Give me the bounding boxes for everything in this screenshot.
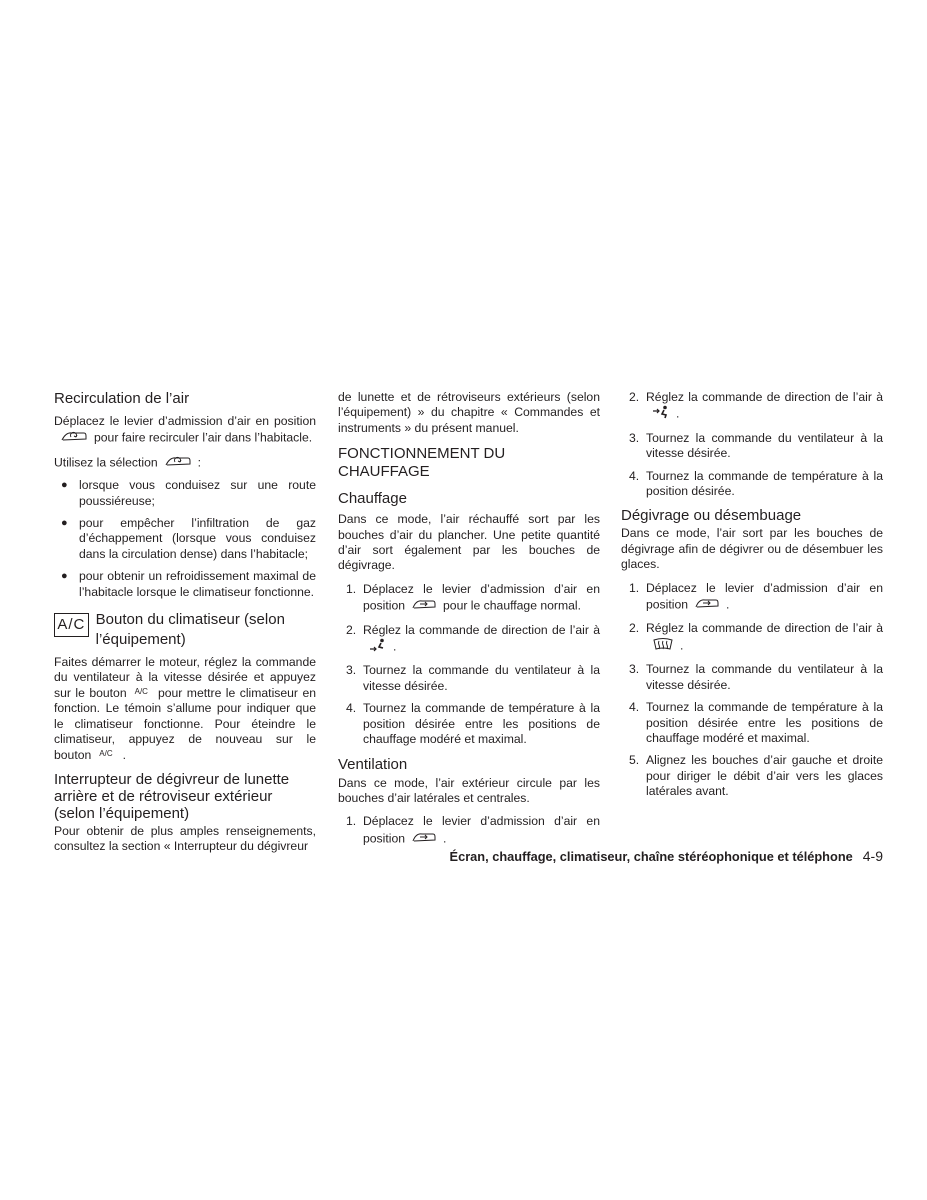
bullet-text: lorsque vous conduisez sur une route poussiéreuse; [79,478,316,508]
defrost-paragraph: Dans ce mode, l’air sort par les bouches de dégivrage afin de dégivrer ou de désembuer les glaces. [621,526,883,572]
step-text-end: . [393,639,397,654]
page-footer [300,848,883,864]
step-text: Alignez les bouches d’air gauche et droite pour diriger le débit d’air vers les glaces latérales avant. [646,753,883,799]
step-text: Réglez la commande de direction de l’air à [363,622,600,637]
ac-small-icon: A/C [99,748,113,758]
ventilation-steps-continued [621,390,883,499]
ac-paragraph [54,655,316,763]
step-text: Réglez la commande de direction de l’air à [646,390,883,404]
bullet-icon: ● [61,570,68,583]
ac-text-a: Faites démarrer le moteur, réglez la commande du ventilateur à la vitesse désirée et appuyez sur le bouton [54,655,316,700]
step-number: 3. [346,663,357,678]
fresh-air-intake-icon [411,597,437,615]
fresh-air-intake-icon [411,830,437,848]
ac-text-b: pour mettre le climatiseur en fonction. Le témoin s’allume pour indiquer que le climatiseur fonctionne. Pour éteindre le climatiseur, appuyez de nouveau sur le bouton [54,685,316,762]
ac-text-c: . [122,747,127,762]
defogger-heading: Interrupteur de dégivreur de lunette arrière et de rétroviseur extérieur (selon l’équipement) [54,770,290,822]
list-item [621,662,883,693]
step-text: Tournez la commande de température à la position désirée entre les positions de chauffage modéré et maximal. [646,700,883,745]
recirculation-paragraph [54,414,316,448]
recirculation-bullet-list [54,478,316,600]
step-text: Déplacez le levier d’admission d’air en position [363,581,600,613]
step-text: Déplacez le levier d’admission d’air en position [363,814,600,846]
step-number: 2. [629,390,640,404]
heating-paragraph: Dans ce mode, l’air réchauffé sort par les bouches d’air du plancher. Une petite quantité d’air sort également par les bouches de dégivrage. [338,512,600,573]
defogger-paragraph: Pour obtenir de plus amples renseignements, consultez la section « Interrupteur du dégivreur [54,823,316,854]
bullet-text: pour obtenir un refroidissement maximal de l’habitacle lorsque le climatiseur fonctionne. [79,569,316,599]
column-3 [621,390,883,808]
step-number: 3. [629,662,640,677]
recirculation-text-b: pour faire recirculer l’air dans l’habitacle. [94,430,313,445]
step-text-end: . [676,406,680,421]
step-text: Tournez la commande de température à la position désirée. [646,468,883,499]
defrost-icon [652,637,674,655]
recirculation-icon [60,429,88,447]
list-item [621,431,883,462]
page-number: 4-9 [862,848,883,864]
step-text-end: . [680,638,684,653]
list-item [338,623,600,657]
step-text: Tournez la commande du ventilateur à la vitesse désirée. [646,662,883,692]
heating-heading: Chauffage [338,490,407,508]
floor-vent-icon [369,638,387,656]
ac-heading-row [54,610,316,650]
step-number: 5. [629,753,640,768]
fresh-air-intake-icon [694,596,720,614]
recirculation-text-a: Déplacez le levier d’admission d’air en position [54,414,316,428]
step-text: Déplacez le levier d’admission d’air en position [646,580,883,612]
list-item [54,569,316,600]
step-text: Tournez la commande de température à la position désirée entre les positions de chauffage modéré et maximal. [363,701,600,747]
step-text-end: pour le chauffage normal. [443,598,582,613]
defrost-heading: Dégivrage ou désembuage [621,507,802,525]
step-number: 1. [346,581,357,596]
list-item [338,582,600,616]
bullet-icon: ● [61,517,68,530]
step-text-end: . [443,831,447,846]
recirculation-icon [164,454,192,472]
ac-button-icon: A/C [54,613,89,637]
list-item [338,663,600,694]
column-2 [338,390,600,856]
heater-operation-heading: FONCTIONNEMENT DU CHAUFFAGE [338,445,506,481]
bullet-text: pour empêcher l’infiltration de gaz d’échappement (lorsque vous conduisez dans la circulation dense) dans l’habitacle; [79,516,316,561]
list-item [621,753,883,799]
step-text: Réglez la commande de direction de l’air à [646,621,883,636]
step-text: Tournez la commande du ventilateur à la vitesse désirée. [363,663,600,693]
continued-paragraph: de lunette et de rétroviseurs extérieurs (selon l’équipement) » du chapitre « Commandes et instruments » du présent manuel. [338,390,600,435]
list-item [621,469,883,500]
step-number: 4. [629,468,640,483]
ac-small-icon: A/C [134,686,148,696]
list-item [54,478,316,509]
step-number: 2. [346,622,357,637]
chapter-title: Écran, chauffage, climatiseur, chaîne stéréophonique et téléphone [449,849,853,864]
ventilation-steps [338,814,600,848]
step-number: 1. [629,580,640,595]
list-item [338,701,600,747]
face-vent-icon [652,405,670,423]
recirculation-heading: Recirculation de l’air [54,390,190,407]
list-item [621,621,883,655]
defrost-steps [621,581,883,800]
step-number: 4. [629,700,640,715]
step-number: 3. [629,430,640,445]
step-number: 4. [346,701,357,716]
list-item [54,516,316,562]
column-1 [54,390,316,861]
selection-paragraph [54,454,316,472]
ventilation-heading: Ventilation [338,755,408,773]
list-item [621,581,883,615]
ventilation-paragraph: Dans ce mode, l’air extérieur circule par les bouches d’air latérales et centrales. [338,775,600,805]
ac-heading: Bouton du climatiseur (selon l’équipement) [95,611,285,649]
step-text: Tournez la commande du ventilateur à la vitesse désirée. [646,430,883,461]
selection-text-b: : [197,455,202,470]
bullet-icon: ● [61,479,68,492]
list-item [621,390,883,424]
list-item [338,814,600,848]
heating-steps [338,582,600,748]
step-number: 1. [346,814,357,829]
step-text-end: . [726,597,730,612]
selection-text-a: Utilisez la sélection [54,455,158,470]
step-number: 2. [629,621,640,636]
list-item [621,700,883,746]
